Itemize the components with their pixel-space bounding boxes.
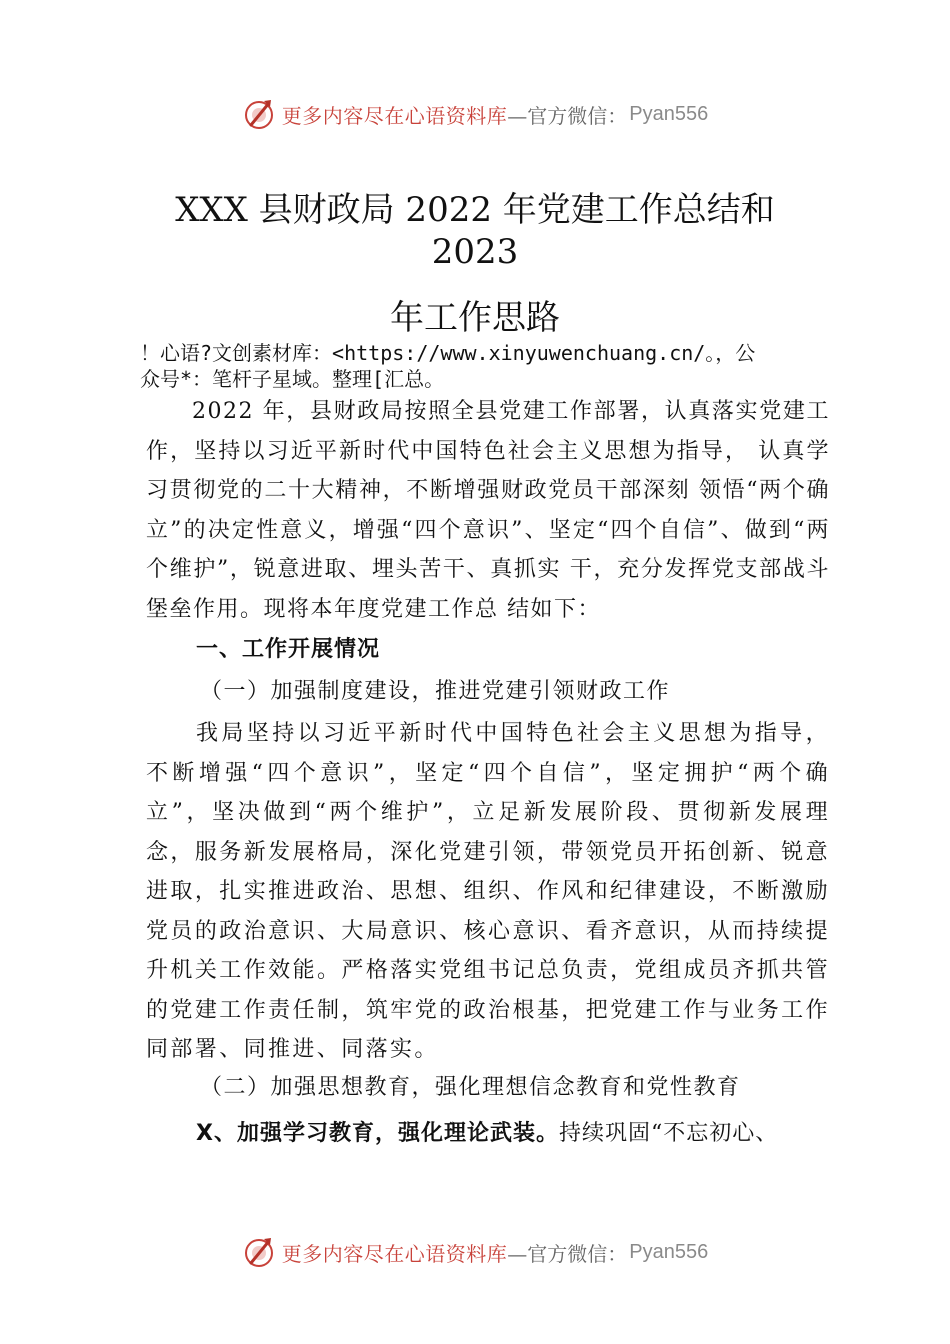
document-title-line1: XXX 县财政局 2022 年党建工作总结和: [175, 190, 775, 230]
footer-banner: [0, 1232, 950, 1272]
document-title-line3: 年工作思路: [390, 298, 560, 338]
banner-text-wechat-id: Pyan556: [629, 1240, 709, 1263]
intro-paragraph: 2022 年，县财政局按照全县党建工作部署，认真落实党建工作，坚持以习近平新时代中国特色社会主义思想为指导， 认真学习贯彻党的二十大精神，不断增强财政党员干部深刻 领悟“两个确立”的决定性意义，增强“四个意识”、坚定“四个自信”、做到“两个维护”，锐意进取、埋头苦干、真抓实 干，充分发挥党支部战斗堡垒作用。现将本年度党建工作总 结如下：: [146, 399, 830, 622]
banner-text-wechat-label: —官方微信：: [507, 1241, 628, 1266]
source-note-line2: 众号*：笔杆子星域。整理[汇总。: [140, 367, 445, 391]
header-banner: [0, 94, 950, 134]
banner-text-library: 更多内容尽在心语资料库: [281, 1241, 508, 1266]
section-heading: 一、工作开展情况: [196, 637, 381, 662]
source-note-line1: ！心语?文创素材库：<https://www.xinyuwenchuang.cn/。，公: [140, 341, 756, 365]
item-1-line: [196, 1116, 778, 1152]
banner-text-library: 更多内容尽在心语资料库: [281, 103, 508, 128]
item-1-text: 持续巩固“不忘初心、: [558, 1121, 779, 1146]
document-title-line2: 2023: [431, 232, 519, 272]
item-1-bold-lead: X、加强学习教育，强化理论武装。: [196, 1121, 559, 1146]
pen-logo-icon: [242, 1235, 276, 1269]
subsection-heading-2: （二）加强思想教育，强化理想信念教育和党性教育: [200, 1075, 741, 1100]
banner-text-wechat-label: —官方微信：: [507, 103, 628, 128]
banner-text-wechat-id: Pyan556: [629, 102, 709, 125]
subsection-1-paragraph: 我局坚持以习近平新时代中国特色社会主义思想为指导，不断增强“四个意识”，坚定“四个自信”，坚定拥护“两个确立”，坚决做到“两个维护”，立足新发展阶段、贯彻新发展理念，服务新发展格局，深化党建引领，带领党员开拓创新、锐意进取，扎实推进政治、思想、组织、作风和纪律建设，不断激励党员的政治意识、大局意识、核心意识、看齐意识，从而持续提升机关工作效能。严格落实党组书记总负责，党组成员齐抓共管的党建工作责任制，筑牢党的政治根基，把党建工作与业务工作同部署、同推进、同落实。: [146, 721, 830, 1062]
pen-logo-icon: [242, 97, 276, 131]
subsection-heading-1: （一）加强制度建设，推进党建引领财政工作: [200, 679, 671, 704]
